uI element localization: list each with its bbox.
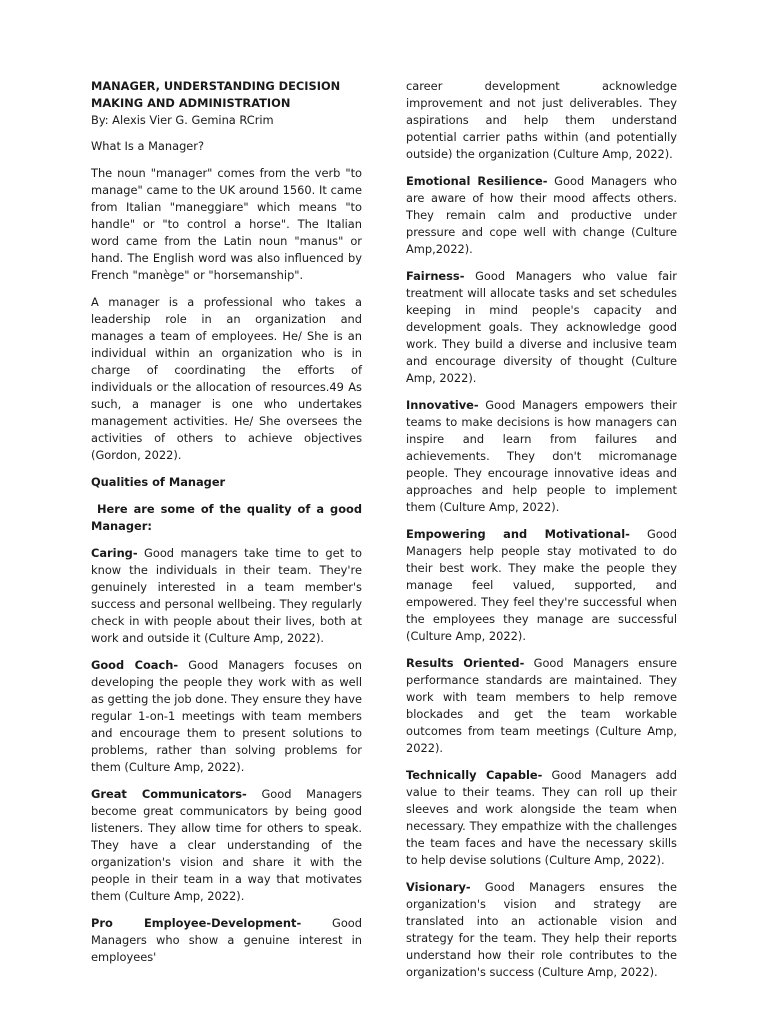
quality-text: Good Managers empowers their teams to make decisions is how managers can inspire and learn from failures and achievements. They don't micromanage people. They encourage innovative ideas and approaches and help people to implement them (Culture Amp, 2022). bbox=[406, 398, 677, 514]
quality-text: Good Managers focuses on developing the people they work with as well as getting the job done. They ensure they have regular 1-on-1 meetings with team members and encourage them to present solutions to problems, rather than solving problems for them (Culture Amp, 2022). bbox=[91, 658, 362, 774]
quality-term: Technically Capable- bbox=[406, 768, 543, 782]
quality-fairness bbox=[406, 268, 677, 387]
left-column bbox=[91, 78, 362, 976]
quality-term: Fairness- bbox=[406, 269, 465, 283]
quality-term: Innovative- bbox=[406, 398, 479, 412]
quality-term: Caring- bbox=[91, 546, 138, 560]
quality-term: Pro Employee-Development- bbox=[91, 916, 302, 930]
quality-text: Good managers take time to get to know the individuals in their team. They're genuinely interested in a team member's success and personal wellbeing. They regularly check in with people about their lives, both at work and outside it (Culture Amp, 2022). bbox=[91, 546, 362, 645]
definition-paragraph: A manager is a professional who takes a leadership role in an organization and manages a team of employees. He/ She is an individual within an organization who is in charge of coordinating the efforts of individuals or the allocation of resources.49 As such, a manager is one who undertakes management activities. He/ She oversees the activities of others to achieve objectives (Gordon, 2022). bbox=[91, 295, 362, 462]
document-title bbox=[91, 78, 362, 112]
quality-visionary bbox=[406, 879, 677, 981]
qualities-intro: Here are some of the quality of a good Manager: bbox=[91, 502, 362, 533]
right-column bbox=[406, 78, 677, 991]
quality-pro-employee-development bbox=[91, 915, 362, 966]
qualities-heading: Qualities of Manager bbox=[91, 475, 226, 489]
quality-term: Great Communicators- bbox=[91, 787, 247, 801]
quality-term: Visionary- bbox=[406, 880, 471, 894]
quality-text: Good Managers ensures the organization's vision and strategy are translated into an actionable vision and strategy for the team. They help their reports understand how their role contributes to the organization's success (Culture Amp, 2022). bbox=[406, 880, 677, 979]
title-line-2: MAKING AND ADMINISTRATION bbox=[91, 96, 291, 110]
etymology-paragraph: The noun "manager" comes from the verb "to manage" came to the UK around 1560. It came from Italian "maneggiare" which means "to handle" or "to control a horse". The Italian word came from the Latin noun "manus" or hand. The English word was also influenced by French "manège" or "horsemanship". bbox=[91, 166, 362, 282]
quality-great-communicators bbox=[91, 786, 362, 905]
quality-text: Good Managers who value fair treatment will allocate tasks and set schedules keeping in mind people's capacity and development goals. They acknowledge good work. They build a diverse and inclusive team and encourage diversity of thought (Culture Amp, 2022). bbox=[406, 269, 677, 385]
quality-text: Good Managers who are aware of how their mood affects others. They remain calm and productive under pressure and cope well with change (Culture Amp,2022). bbox=[406, 174, 677, 256]
quality-text: Good Managers ensure performance standards are maintained. They work with team members to help remove blockades and get the team workable outcomes from team meetings (Culture Amp, 2022). bbox=[406, 656, 677, 755]
quality-text: Good Managers become great communicators by being good listeners. They allow time for others to speak. They have a clear understanding of the organization's vision and share it with the people in their team in a way that motivates them (Culture Amp, 2022). bbox=[91, 787, 362, 903]
pro-employee-development-continuation: career development acknowledge improvement and not just deliverables. They aspirations and help them understand potential carrier paths within (and potentially outside) the organization (Culture Amp, 2022). bbox=[406, 79, 677, 161]
quality-technically-capable bbox=[406, 767, 677, 869]
quality-good-coach bbox=[91, 657, 362, 776]
title-line-1: MANAGER, UNDERSTANDING DECISION bbox=[91, 79, 341, 93]
quality-emotional-resilience bbox=[406, 173, 677, 258]
quality-text: Good Managers help people stay motivated to do their best work. They make the people they manage feel valued, supported, and empowered. They feel they're successful when the employees they manage are successful (Culture Amp, 2022). bbox=[406, 527, 677, 643]
quality-caring bbox=[91, 545, 362, 647]
author-byline: By: Alexis Vier G. Gemina RCrim bbox=[91, 113, 274, 127]
quality-text: Good Managers who show a genuine interest in employees' bbox=[91, 916, 362, 964]
quality-term: Results Oriented- bbox=[406, 656, 525, 670]
quality-innovative bbox=[406, 397, 677, 516]
quality-text: Good Managers add value to their teams. They can roll up their sleeves and work alongside the team when necessary. They empathize with the challenges the team faces and have the necessary skills to help devise solutions (Culture Amp, 2022). bbox=[406, 768, 677, 867]
quality-term: Empowering and Motivational- bbox=[406, 527, 630, 541]
quality-term: Emotional Resilience- bbox=[406, 174, 548, 188]
quality-term: Good Coach- bbox=[91, 658, 179, 672]
quality-empowering-motivational bbox=[406, 526, 677, 645]
section-question: What Is a Manager? bbox=[91, 139, 205, 153]
quality-results-oriented bbox=[406, 655, 677, 757]
